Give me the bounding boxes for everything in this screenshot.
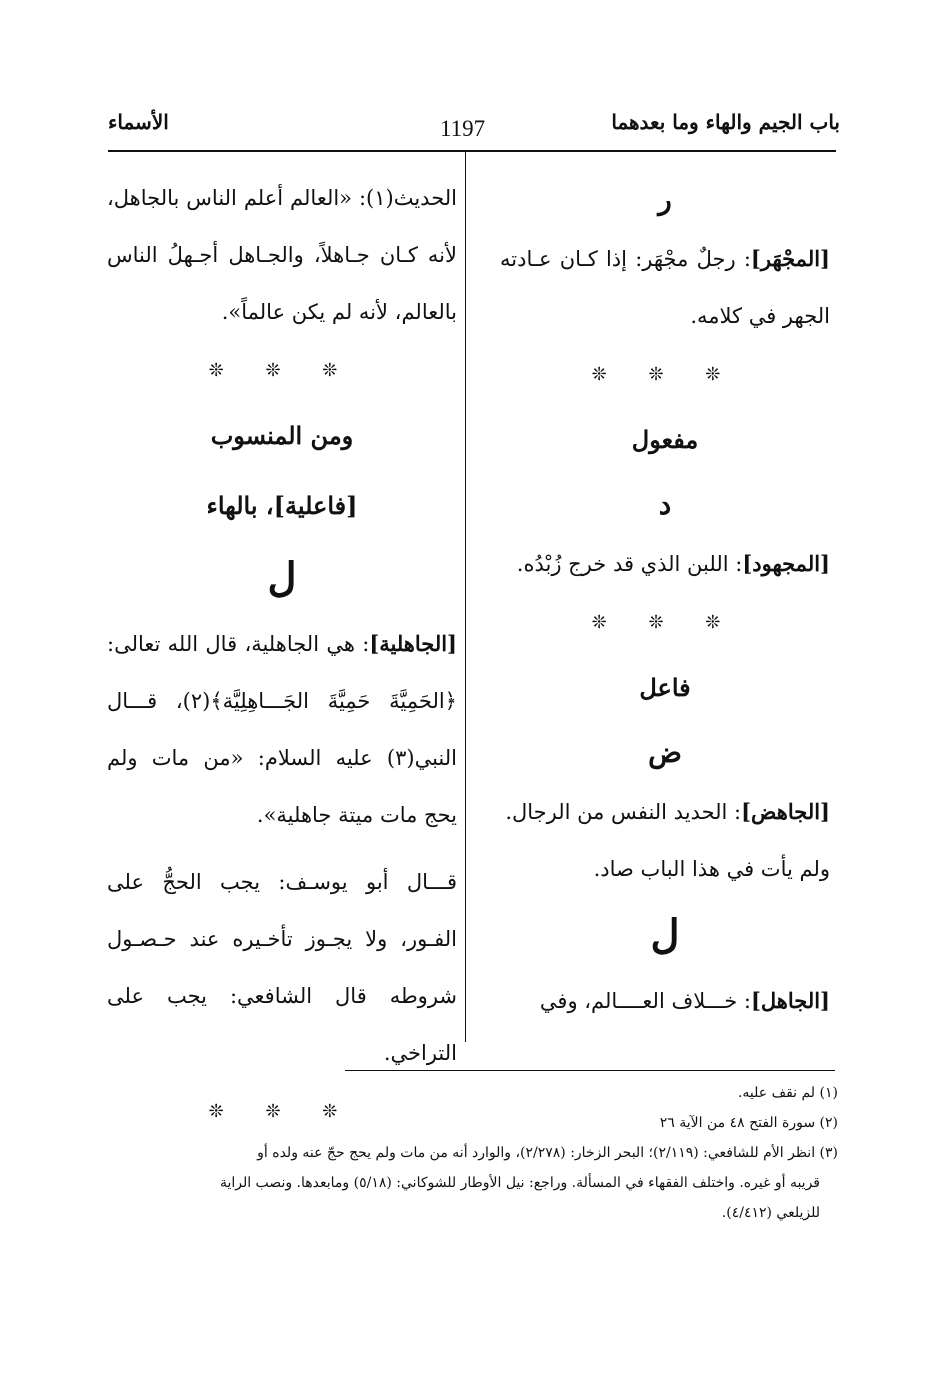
footnote-3-continued: للزيلعي (٤/٤١٢). xyxy=(721,1205,820,1221)
entry-jahil xyxy=(500,972,830,1030)
running-head-chapter: باب الجيم والهاء وما بعدهما xyxy=(611,110,840,134)
abu-yusuf-paragraph: قـــال أبو يوسـف: يجب الحجُّ على الفـور، ولا يجـوز تأخـيره عند حـصـول شروطه قال الشافعي: يجب على التراخي. xyxy=(107,870,457,1065)
entry-jahid xyxy=(500,783,830,841)
entry-term: [المجْهَر] xyxy=(750,246,830,271)
pattern-heading-faail: فاعل xyxy=(639,673,691,702)
entry-majhood xyxy=(500,535,830,593)
spacer xyxy=(107,844,457,854)
section-separator: ❊ ❊ ❊ xyxy=(208,1101,356,1122)
letter-heading-dad: ض xyxy=(648,736,682,769)
section-separator: ❊ ❊ ❊ xyxy=(591,612,739,633)
right-column xyxy=(500,170,830,1030)
footnotes xyxy=(108,1078,838,1228)
entry-definition: : خـــلاف العــــالم، وفي xyxy=(539,989,751,1013)
page-number: 1197 xyxy=(440,116,486,141)
entry-definition: : رجلٌ مجْهَر: إذا كـان عـادته الجهر في كلامه. xyxy=(500,247,830,328)
footnote-1: (١) لم نقف عليه. xyxy=(737,1085,838,1101)
footnote-3-continued: قريبه أو غيره. واختلف الفقهاء في المسألة. وراجع: نيل الأوطار للشوكاني: (٥/١٨) ومابعدها. ونصب الراية xyxy=(219,1175,820,1191)
footnote-2: (٢) سورة الفتح ٤٨ من الآية ٢٦ xyxy=(659,1115,838,1131)
letter-heading-l: ل xyxy=(650,911,680,958)
footnote-3: (٣) انظر الأم للشافعي: (٢/١١٩)؛ البحر الزخار: (٢/٢٧٨)، والوارد أنه من مات ولم يحج حجّ عنه ولده أو xyxy=(257,1145,838,1161)
pattern-heading-mafool: مفعول xyxy=(631,425,699,454)
heading-faaliya: [فاعلية]، بالهاء xyxy=(206,491,358,520)
entry-jahiliyya xyxy=(107,615,457,844)
letter-heading-d: د xyxy=(658,488,672,521)
running-head-section: الأسماء xyxy=(108,110,169,134)
letter-heading-r: ر xyxy=(658,183,672,216)
entry-term: [المجهود] xyxy=(742,551,830,576)
heading-mansoob: ومن المنسوب xyxy=(210,421,354,450)
entry-definition: : اللبن الذي قد خرج زُبْدُه. xyxy=(516,552,743,576)
entry-term: [الجاهض] xyxy=(741,799,830,824)
letter-heading-l: ل xyxy=(267,554,297,601)
entry-definition: : هي الجاهلية، قال الله تعالى: ﴿الحَمِيَّةَ حَمِيَّةَ الجَـــاهِلِيَّة﴾(٢)، قـــال النبي(٣) عليه السلام: «من مات ولم يحج مات ميتة جاهلية». xyxy=(107,632,457,827)
hadith-paragraph: الحديث(١): «العالم أعلم الناس بالجاهل، لأنه كـان جـاهلاً، والجـاهل أجـهلُ الناس بالعالم، لأنه لم يكن عالماً». xyxy=(107,186,457,324)
entry-definition: : الحديد النفس من الرجال. xyxy=(505,800,742,824)
entry-term: [الجاهلية] xyxy=(369,631,457,656)
left-column xyxy=(107,170,457,1142)
section-separator: ❊ ❊ ❊ xyxy=(208,360,356,381)
header-rule xyxy=(108,150,836,152)
note-no-sad: ولم يأت في هذا الباب صاد. xyxy=(593,857,830,881)
entry-term: [الجاهل] xyxy=(750,988,830,1013)
entry-mujhar xyxy=(500,230,830,345)
footnote-rule xyxy=(345,1070,835,1071)
section-separator: ❊ ❊ ❊ xyxy=(591,364,739,385)
column-divider xyxy=(465,152,466,1042)
